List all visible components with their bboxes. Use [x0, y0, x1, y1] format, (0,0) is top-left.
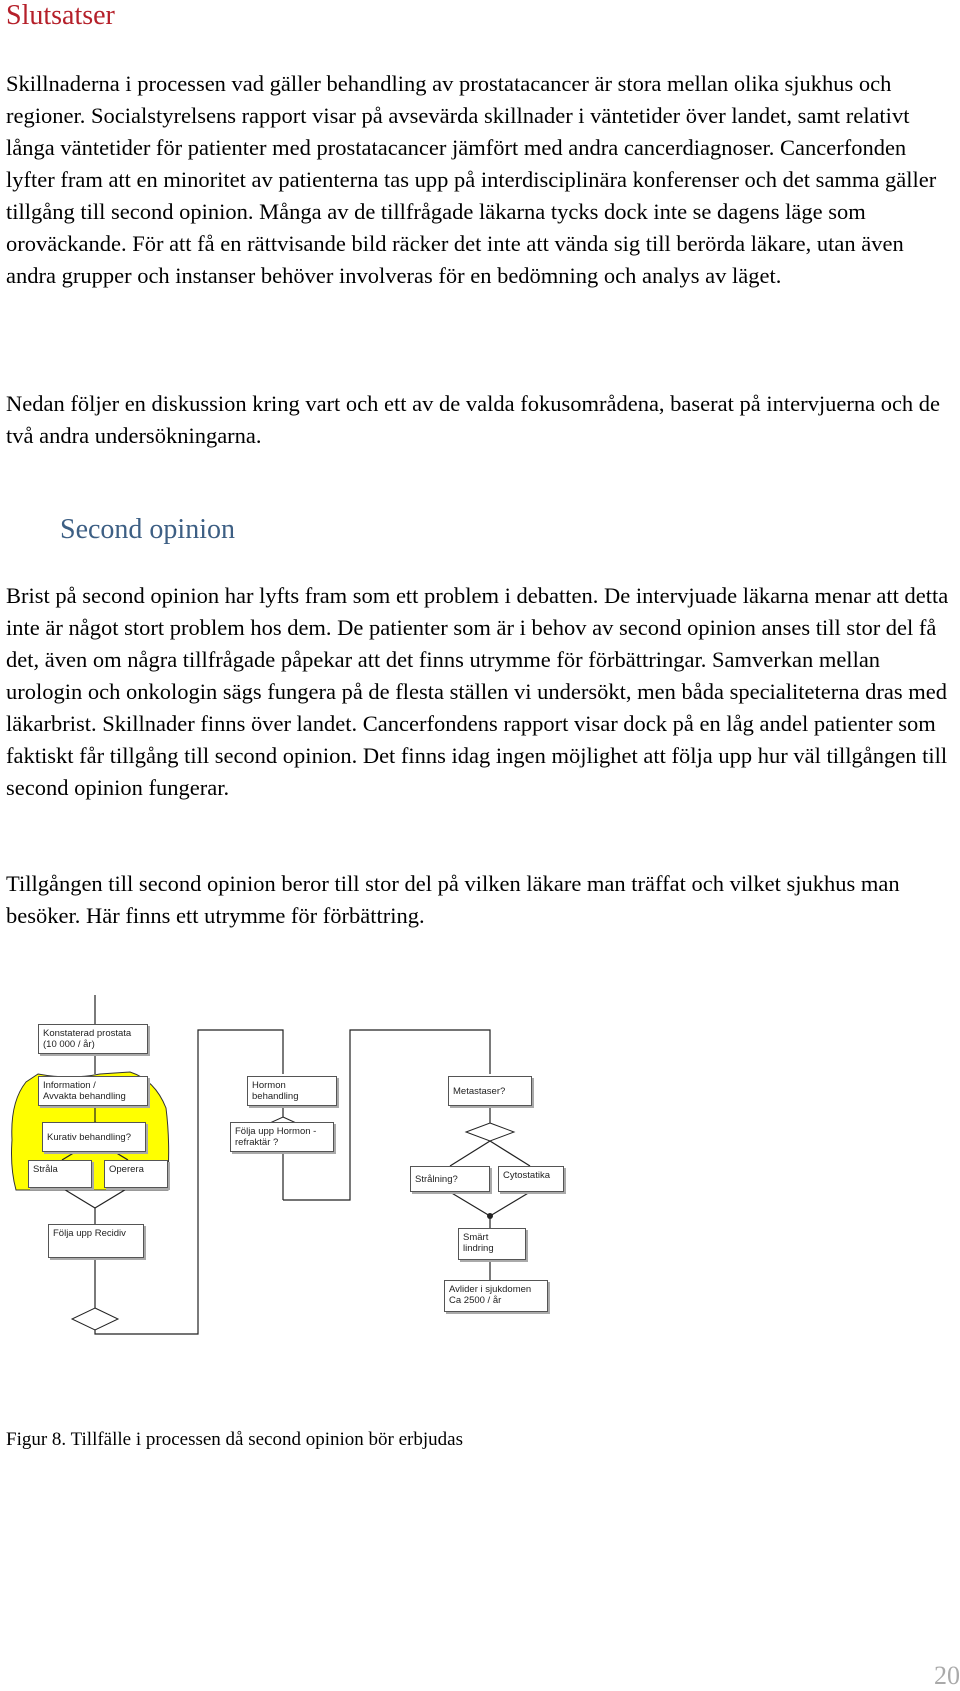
section-title: Slutsatser: [6, 0, 115, 31]
decision-diamond-metastases: [466, 1123, 514, 1141]
box-curative: Kurativ behandling?: [42, 1122, 146, 1152]
paragraph-discussion: Nedan följer en diskussion kring vart och ett av de valda fokusområdena, baserat på intervjuerna och de två andra undersökningarna.: [6, 391, 941, 448]
box-followup-recidive: Följa upp Recidiv: [48, 1224, 144, 1258]
box-hormone-line2: behandling: [252, 1091, 299, 1102]
figure-caption: Figur 8. Tillfälle i processen då second opinion bör erbjudas: [6, 1429, 463, 1450]
subsection-title: Second opinion: [60, 514, 235, 545]
paragraph-access: Tillgången till second opinion beror till stor del på vilken läkare man träffat och vilket sjukhus man besöker. Här finns ett utrymme för förbättring.: [6, 871, 900, 928]
box-cytostatics: Cytostatika: [498, 1166, 564, 1192]
box-hormone-line1: Hormon: [252, 1080, 286, 1091]
box-radiate: Stråla: [28, 1160, 92, 1188]
page-number: 20: [934, 1661, 960, 1690]
box-information-line2: Avvakta behandling: [43, 1091, 126, 1102]
box-followup-hormone-line2: refraktär ?: [235, 1137, 279, 1148]
paragraph-intro: Skillnaderna i processen vad gäller behandling av prostatacancer är stora mellan olika sjukhus och regioner. Socialstyrelsens rapport visar på avsevärda skillnader i väntetider över landet, samt relativt långa väntetider för patienter med prostatacancer jämfört med andra cancerdiagnoser. Cancerfonden lyfter fram att en minoritet av patienterna tas upp på interdisciplinära konferenser och det samma gäller tillgång till second opinion. Många av de tillfrågade läkarna tycks dock inte se dagens läge som oroväckande. För att få en rättvisande bild räcker det inte att vända sig till berörda läkare, utan även andra grupper och instanser behöver involveras för en bedömning och analys av läget.: [6, 71, 937, 288]
box-information-line1: Information /: [43, 1080, 96, 1091]
box-deceased-line1: Avlider i sjukdomen: [449, 1284, 532, 1295]
box-deceased-line2: Ca 2500 / år: [449, 1295, 502, 1306]
box-pain-relief: [458, 1228, 526, 1260]
box-diagnosed: [38, 1024, 148, 1054]
box-followup-hormone-line1: Följa upp Hormon -: [235, 1126, 317, 1137]
box-deceased: [444, 1280, 548, 1312]
box-information: [38, 1076, 148, 1106]
paragraph-second-opinion: Brist på second opinion har lyfts fram som ett problem i debatten. De intervjuade läkarna menar att detta inte är något stort problem hos dem. De patienter som är i behov av second opinion anses till stor del få det, även om några tillfrågade påpekar att det finns utrymme för förbättringar. Samverkan mellan urologin och onkologin sägs fungera på de flesta ställen vi undersökt, men båda specialiteterna dras med läkarbrist. Skillnader finns över landet. Cancerfondens rapport visar dock på en låg andel patienter som faktiskt får tillgång till second opinion. Det finns idag ingen möjlighet att följa upp hur väl tillgången till second opinion fungerar.: [6, 583, 949, 800]
box-followup-hormone: [230, 1122, 334, 1152]
box-hormone: [247, 1076, 337, 1106]
box-pain-relief-line1: Smärt: [463, 1232, 489, 1243]
junction-dot: [487, 1213, 493, 1219]
box-pain-relief-line2: lindring: [463, 1243, 494, 1254]
box-metastases: Metastaser?: [448, 1076, 532, 1106]
box-radiation-q: Strålning?: [410, 1166, 490, 1192]
box-diagnosed-line1: Konstaterad prostata: [43, 1028, 132, 1039]
box-diagnosed-line2: (10 000 / år): [43, 1039, 95, 1050]
box-operate: Operera: [104, 1160, 168, 1188]
decision-diamond-recidive: [72, 1308, 118, 1330]
